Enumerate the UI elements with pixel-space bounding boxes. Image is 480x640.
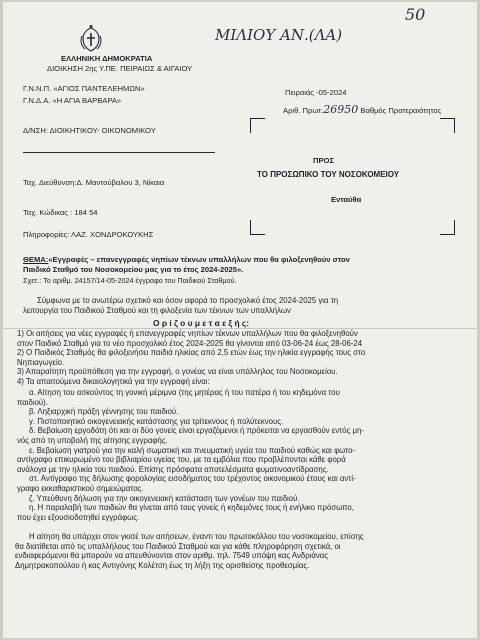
points-list: [17, 329, 365, 387]
doc-line: παιδιού).: [17, 397, 48, 407]
hospital-gnda: Γ.Ν.Δ.Α. «Η ΑΓΙΑ ΒΑΡΒΑΡΑ»: [23, 96, 122, 105]
doc-line: ζ. Υπεύθυνη δήλωση για την οικογενειακή κατάσταση των γονέων του παιδιού.: [29, 493, 300, 503]
protocol-line: [283, 103, 441, 116]
related-reference: Σχετ.: Το αριθμ. 24157/14-05-2024 έγγραφο του Παιδικού Σταθμού.: [23, 276, 237, 285]
point-line: 3) Απαραίτητη προϋπόθεση για την εγγραφή, ο γονέας να είναι υπάλληλος του Νοσοκομείου.: [17, 367, 338, 377]
postal-code-line: Ταχ. Κώδικας : 184 54: [23, 208, 98, 217]
documents-list: [17, 388, 364, 522]
doc-line: αντίγραφο επικυρωμένο του βιβλιαρίου υγείας του, με τα εμβόλια που προβλέπονται κάθε φορά: [17, 455, 346, 465]
coat-of-arms-emblem: [79, 24, 103, 52]
intro-line: Σύμφωνα με το ανωτέρω σχετικό και όσον αφορά το προσχολικό έτος 2024-2025 για τη: [37, 296, 339, 305]
recipient-pros: ΠΡΟΣ: [313, 156, 335, 165]
intro-line: λειτουργία του Παιδικού Σταθμού και τη φιλοξενία των τέκνων των υπαλλήλων: [23, 305, 291, 315]
point-line: στον Παιδικό Σταθμό για το νέο προσχολικό έτος 2024-2025 θα γίνονται από 03-06-24 έως 28-06-24: [17, 338, 363, 348]
closing-line: θα διατίθεται από τις υπαλλήλους του Παιδικού Σταθμού και για κάθε πληροφόρηση σχετικά, οι: [15, 541, 341, 551]
point-line: 2) Ο Παιδικός Σταθμός θα φιλοξενήσει παιδιά ηλικίας από 2,5 ετών έως την ηλικία εγγραφής τους στο: [17, 348, 366, 358]
subject-label: ΘΕΜΑ:: [23, 255, 49, 264]
closing-line: Η αίτηση θα υπάρχει στον γκισέ των αιτήσεων, έναντι του πρωτοκόλλου του νοσοκομείου, επίσης: [29, 532, 364, 541]
recipient-here: Ενταύθα: [331, 195, 362, 204]
intro-paragraph: [23, 296, 338, 315]
point-line: 1) Οι αιτήσεις για νέες εγγραφές ή επανεγγραφές νηπίων τέκνων υπαλλήλων που θα φιλοξενηθούν: [17, 329, 358, 338]
recipient-bracket-top-right: [440, 118, 455, 133]
closing-line: Δημητρακοπούλου ή κας Αντιγόνης Κολέτση έως τη λήξη της ορισθείσης προθεσμίας.: [15, 560, 310, 570]
hospital-gnp: Γ.Ν.Ν.Π. «ΑΓΙΟΣ ΠΑΝΤΕΛΕΗΜΩΝ»: [23, 84, 145, 93]
recipient-bracket-bottom-left: [250, 220, 265, 235]
point-line: Νηπιαγωγείο.: [17, 357, 65, 367]
directorate-line: Δ/ΝΣΗ: ΔΙΟΙΚΗΤΙΚΟΥ- ΟΙΚΟΝΟΜΙΚΟΥ: [23, 126, 156, 135]
info-line: Πληροφορίες: ΛΑΖ. ΧΟΝΔΡΟΚΟΥΚΗΣ: [23, 230, 154, 239]
doc-line: δ. Βεβαίωση εργοδότη ότι και οι δύο γονείς είναι εργαζόμενοι ή πρόκειται να εργασθούν εντός μη-: [29, 426, 364, 436]
decide-heading: Ο ρ ί ζ ο υ μ ε τ α ε ξ ή ς:: [153, 318, 250, 328]
recipient-staff: ΤΟ ΠΡΟΣΩΠΙΚΟ ΤΟΥ ΝΟΣΟΚΟΜΕΙΟΥ: [257, 170, 400, 179]
recipient-bracket-bottom-right: [440, 220, 455, 235]
point-line: 4) Τα απαιτούμενα δικαιολογητικά για την εγγραφή είναι:: [17, 376, 210, 386]
subject-line-1: «Εγγραφές – επανεγγραφές νηπίων τέκνων υπαλλήλων που θα φιλοξενηθούν στον: [48, 255, 350, 264]
doc-line: ε. Βεβαίωση γιατρού για την καλή σωματική και πνευματική υγεία του παιδιού καθώς και φωτο-: [29, 445, 356, 455]
doc-line: η. Η παραλαβή των παιδιών θα γίνεται από τους γονείς ή κηδεμόνες τους ή ενήλικο πρόσωπο,: [29, 503, 354, 513]
closing-line: ενδιαφερόμενοι θα μπορούν να απευθύνονται στον αριθμ. τηλ. 7549 υπόψη κας Ανδριάνας: [15, 551, 329, 561]
closing-paragraph: [15, 532, 364, 570]
recipient-bracket-top-left: [250, 118, 265, 133]
handwritten-number: 50: [405, 5, 426, 24]
doc-line: στ. Αντίγραφο της δήλωσης φορολογίας εισοδήματος του τρέχοντος οικονομικού έτους και αντί-: [29, 474, 356, 484]
doc-line: γ. Πιστοποιητικό οικογενειακής κατάστασης για τρίτεκνους ή πολύτεκνους.: [29, 416, 284, 426]
priority-label: Βαθμός Προτεραιότητος: [360, 106, 442, 115]
subject-line-2: Παιδικό Σταθμό του Νοσοκομείου μας για το έτος 2024-2025».: [23, 265, 244, 274]
republic-title: ΕΛΛΗΝΙΚΗ ΔΗΜΟΚΡΑΤΙΑ: [61, 54, 153, 63]
paper-fold-line: [3, 328, 477, 329]
doc-line: που έχει εξουσιοδοτηθεί εγγράφως.: [17, 512, 140, 522]
subject-block: [23, 255, 350, 275]
city-date: Πειραιάς -05-2024: [285, 88, 347, 97]
doc-line: α. Αίτηση του ασκούντος τη γονική μέριμνα (της μητέρας ή του πατέρα ή του κηδεμόνα του: [29, 388, 340, 397]
address-line: Ταχ. Διεύθυνση:Δ. Μαντούβαλου 3, Νίκαια: [23, 178, 165, 187]
protocol-label: Αριθ. Πρωτ.: [283, 106, 324, 115]
doc-line: ανάλογα με την ηλικία του παιδιού. Επίσης πρόσφατα αποτελέσματα φυματινοαντίδρασης.: [17, 464, 329, 474]
protocol-number: 26950: [323, 103, 359, 116]
doc-line: νός από τη υποβολή της αίτησης εγγραφής.: [17, 435, 168, 445]
document-page: [3, 2, 477, 638]
doc-line: β. Ληξιαρχική πράξη γέννησης του παιδιού.: [29, 407, 179, 417]
handwritten-name: ΜΙΛΙΟΥ ΑΝ.(ΛΑ): [215, 26, 343, 44]
doc-line: γραφο εκκαθαριστικού σημειώματος.: [17, 483, 144, 493]
authority-line: ΔΙΟΙΚΗΣΗ 2ης Υ.ΠΕ. ΠΕΙΡΑΙΩΣ & ΑΙΓΑΙΟΥ: [47, 64, 193, 73]
header-divider: [23, 152, 215, 153]
